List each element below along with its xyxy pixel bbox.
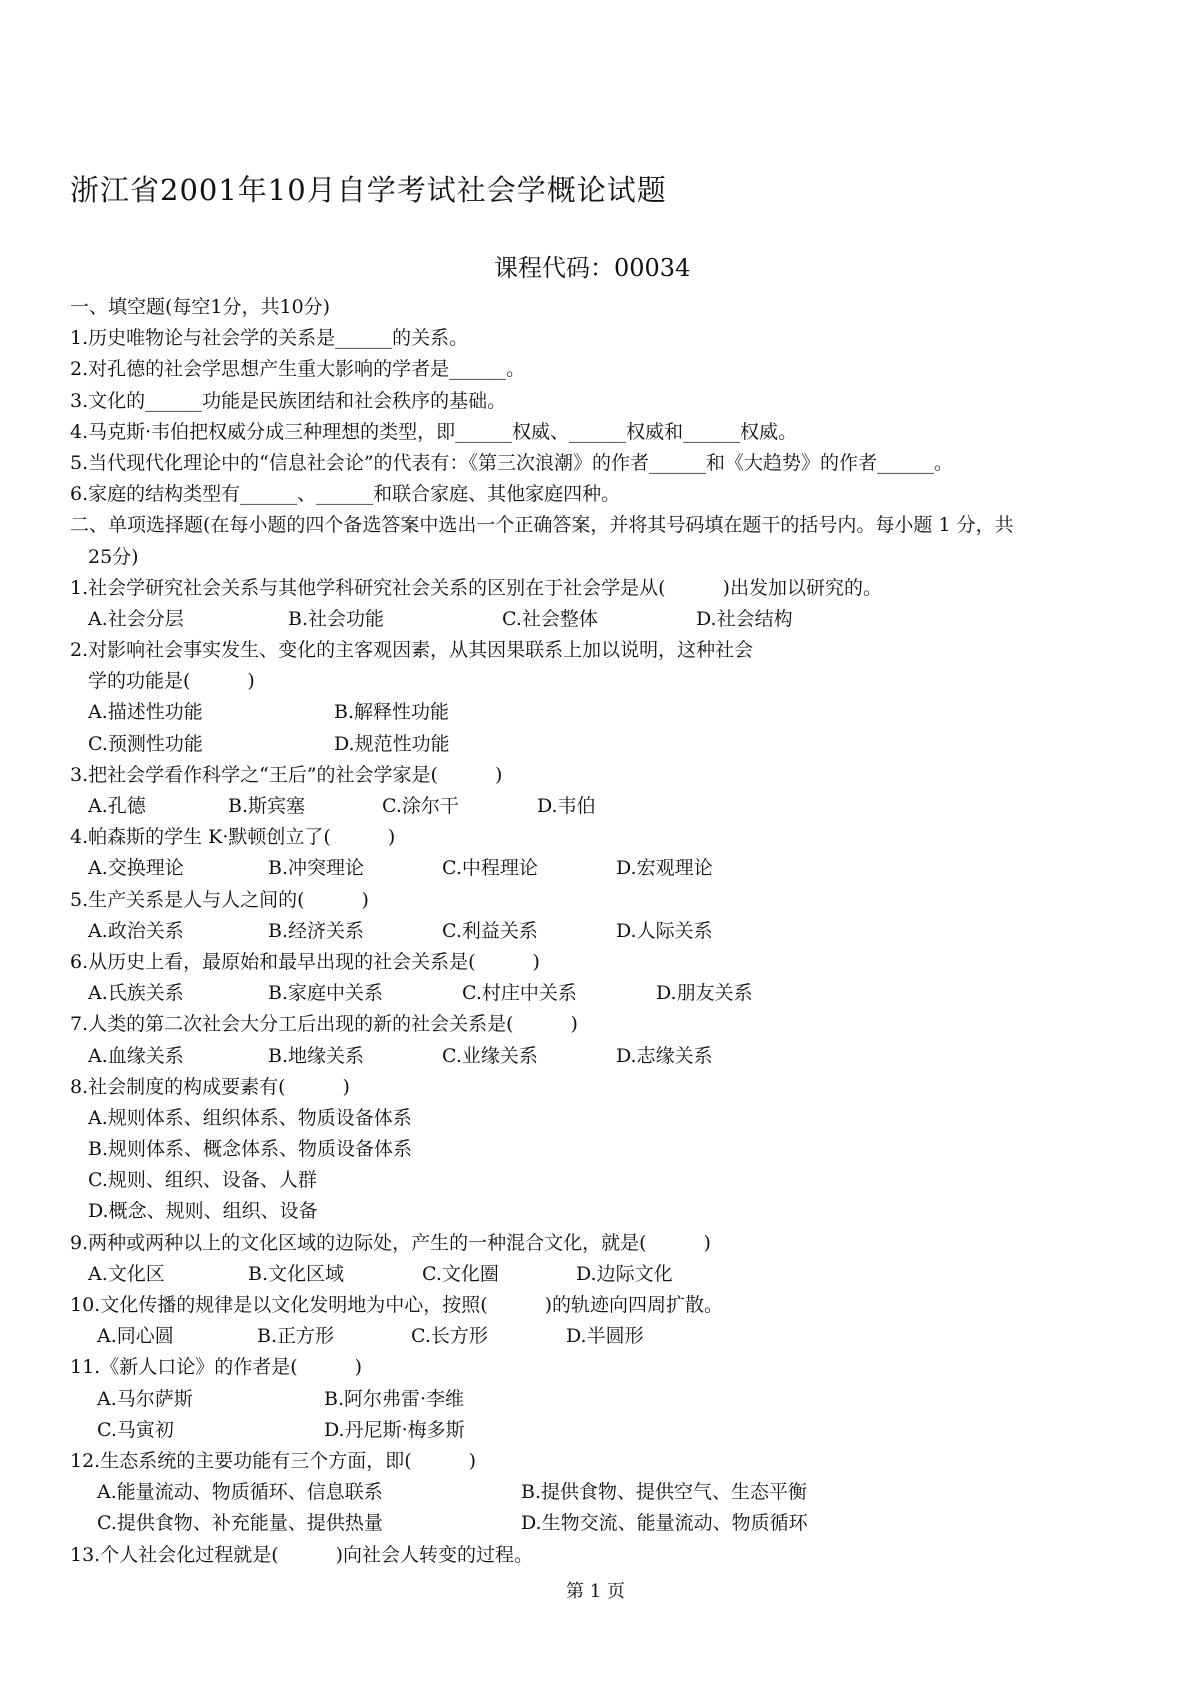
page-number: 第 1 页 [566,1581,625,1602]
question-10-options [70,1321,1120,1352]
option-d: D.生物交流、能量流动、物质循环 [521,1512,808,1535]
option-b: B.规则体系、概念体系、物质设备体系 [88,1138,413,1161]
question-7-options [70,1041,1120,1072]
option-d: D.边际文化 [576,1262,673,1285]
choice-question-5: 5.生产关系是人与人之间的( ) [70,888,369,911]
choice-question-2-line2: 学的功能是( ) [88,670,255,693]
fill-question-6: 6.家庭的结构类型有______、______和联合家庭、其他家庭四种。 [70,483,621,506]
option-a: A.文化区 [88,1262,165,1285]
option-c: C.预测性功能 [88,732,203,755]
option-b: B.地缘关系 [268,1044,365,1067]
option-a: A.孔德 [88,795,146,817]
option-c: C.社会整体 [502,607,598,630]
option-a: A.马尔萨斯 [97,1387,193,1410]
choice-question-2-line1: 2.对影响社会事实发生、变化的主客观因素，从其因果联系上加以说明，这种社会 [70,639,754,662]
fill-question-2: 2.对孔德的社会学思想产生重大影响的学者是______。 [70,358,526,381]
option-a: A.描述性功能 [88,701,203,724]
option-b: B.正方形 [257,1325,335,1348]
option-c: C.利益关系 [442,919,538,942]
option-b: B.社会功能 [288,607,385,630]
option-b: B.解释性功能 [334,701,450,724]
fill-question-3: 3.文化的______功能是民族团结和社会秩序的基础。 [70,389,507,412]
fill-question-1: 1.历史唯物论与社会学的关系是______的关系。 [70,327,469,350]
option-c: C.村庄中关系 [462,982,577,1005]
question-1-options [70,604,1120,635]
section2-heading-line2: 25分) [88,545,139,568]
question-3-options [70,791,1120,822]
option-a: A.同心圆 [97,1325,174,1348]
page-title: 浙江省2001年10月自学考试社会学概论试题 [70,173,667,207]
choice-question-9: 9.两种或两种以上的文化区域的边际处，产生的一种混合文化，就是( ) [70,1231,711,1254]
course-code: 课程代码：00034 [494,254,691,282]
question-12-options-row1 [70,1477,1120,1508]
option-d: D.志缘关系 [616,1044,713,1067]
option-d: D.社会结构 [696,607,793,630]
choice-question-11: 11.《新人口论》的作者是( ) [70,1356,363,1379]
option-a: A.交换理论 [88,857,184,880]
fill-question-5: 5.当代现代化理论中的“信息社会论”的代表有：《第三次浪潮》的作者______和《大趋势》的作者______。 [70,451,954,474]
option-a: A.规则体系、组织体系、物质设备体系 [88,1106,412,1129]
option-c: C.马寅初 [97,1418,174,1441]
question-12-options-row2 [70,1508,1120,1539]
option-c: C.业缘关系 [442,1044,538,1067]
question-6-options [70,978,1120,1009]
option-c: C.提供食物、补充能量、提供热量 [97,1512,383,1535]
option-b: B.文化区域 [248,1262,345,1285]
option-c: C.长方形 [411,1325,488,1348]
choice-question-7: 7.人类的第二次社会大分工后出现的新的社会关系是( ) [70,1013,578,1036]
option-b: B.提供食物、提供空气、生态平衡 [521,1481,808,1504]
question-4-options [70,853,1120,884]
question-5-options [70,916,1120,947]
exam-body [70,292,1120,1571]
choice-question-8: 8.社会制度的构成要素有( ) [70,1075,350,1098]
option-d: D.丹尼斯·梅多斯 [324,1418,465,1441]
choice-question-3: 3.把社会学看作科学之“王后”的社会学家是( ) [70,763,503,786]
choice-question-4: 4.帕森斯的学生 K·默顿创立了( ) [70,826,396,849]
section1-heading: 一、填空题(每空1分，共10分) [70,296,331,318]
choice-question-1: 1.社会学研究社会关系与其他学科研究社会关系的区别在于社会学是从( )出发加以研究的。 [70,576,882,599]
option-c: C.文化圈 [422,1262,499,1285]
question-11-options-row1 [70,1384,1120,1415]
option-a: A.社会分层 [88,607,184,630]
option-c: C.规则、组织、设备、人群 [88,1169,317,1192]
choice-question-6: 6.从历史上看，最原始和最早出现的社会关系是( ) [70,950,540,973]
choice-question-13: 13.个人社会化过程就是( )向社会人转变的过程。 [70,1543,534,1566]
question-2-options-row2 [70,729,1120,760]
fill-question-4: 4.马克斯·韦伯把权威分成三种理想的类型，即______权威、______权威和______权威。 [70,420,798,443]
option-c: C.涂尔干 [382,795,459,817]
option-d: D.朋友关系 [656,982,753,1005]
section2-heading-line1: 二、单项选择题(在每小题的四个备选答案中选出一个正确答案，并将其号码填在题干的括号内。每小题 1 分，共 [70,514,1014,537]
option-a: A.血缘关系 [88,1044,184,1067]
choice-question-10: 10.文化传播的规律是以文化发明地为中心，按照( )的轨迹向四周扩散。 [70,1294,724,1316]
option-d: D.韦伯 [537,795,596,817]
question-2-options-row1 [70,697,1120,728]
option-a: A.政治关系 [88,919,184,942]
option-c: C.中程理论 [442,857,538,880]
option-b: B.阿尔弗雷·李维 [324,1387,465,1410]
option-a: A.能量流动、物质循环、信息联系 [97,1481,383,1504]
option-d: D.宏观理论 [616,857,713,880]
option-d: D.规范性功能 [334,732,450,755]
option-a: A.氏族关系 [88,982,184,1005]
choice-question-12: 12.生态系统的主要功能有三个方面，即( ) [70,1449,477,1472]
question-9-options [70,1259,1120,1290]
option-b: B.冲突理论 [268,857,365,880]
option-d: D.半圆形 [566,1325,644,1348]
option-d: D.概念、规则、组织、设备 [88,1200,318,1223]
option-b: B.家庭中关系 [268,982,384,1005]
option-b: B.经济关系 [268,919,365,942]
option-b: B.斯宾塞 [228,795,306,817]
question-11-options-row2 [70,1415,1120,1446]
option-d: D.人际关系 [616,919,713,942]
